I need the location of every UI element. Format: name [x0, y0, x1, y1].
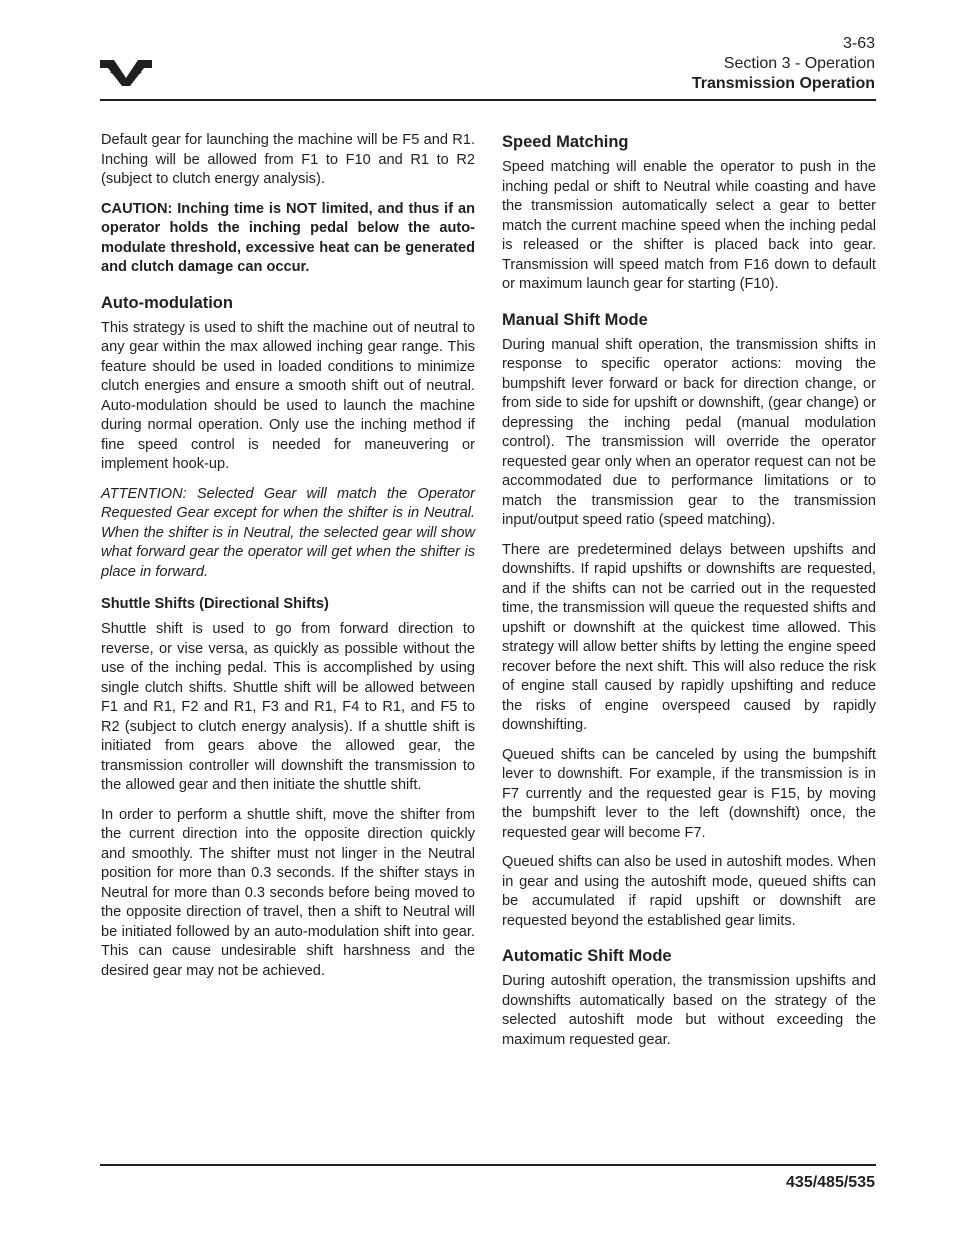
intro-paragraph: Default gear for launching the machine will be F5 and R1. Inching will be allowed from F1 to F10 and R1 to R2 (subject to clutch energy analysis). [101, 132, 475, 187]
speed-matching-body: Speed matching will enable the operator to push in the inching pedal or shift to Neutral while coasting and have the transmission automatically select a gear to better match the current machine speed when the inching pedal is released or the shifter is placed back into gear. Transmission will speed match from F16 down to default or maximum launch gear for starting (F10). [502, 159, 876, 292]
manual-shift-body-1: During manual shift operation, the transmission shifts in response to specific operator actions: moving the bumpshift lever forward or back for direction change, or from side to side for upshift or downshift, (gear change) or depressing the inching pedal (manual modulation control). The transmission will override the operator requested gear only when an operator request can not be accommodated due to performance limitations or to match the transmission gear to the transmission input/output speed ratio (speed matching). [502, 336, 876, 528]
footer-rule [100, 1164, 876, 1166]
manual-shift-body-4: Queued shifts can also be used in autoshift modes. When in gear and using the autoshift mode, queued shifts can be accumulated if rapid upshift or downshift are requested beyond the established gear limits. [502, 854, 876, 929]
page-number: 3-63 [842, 35, 875, 52]
manual-shift-body-3: Queued shifts can be canceled by using the bumpshift lever to downshift. For example, if the transmission is in F7 currently and the requested gear is F15, by moving the bumpshift lever to the left (downshift) once, the requested gear will become F7. [502, 746, 876, 841]
auto-modulation-heading: Auto-modulation [101, 293, 233, 312]
manual-shift-body-2: There are predetermined delays between upshifts and downshifts. If rapid upshifts or downshifts are requested, and if the shifts can not be carried out in the requested time, the transmission will queue the requested shifts and upshift or downshift at the quickest time allowed. This strategy will allow better shifts by letting the engine speed recover before the next shift. This will also reduce the risk of engine stall caused by rapidly upshifting and reduce the risks of engine overspeed caused by rapidly downshifting. [502, 541, 876, 733]
speed-matching-heading: Speed Matching [502, 133, 629, 151]
shuttle-shifts-body-2: In order to perform a shuttle shift, move the shifter from the current direction into the opposite direction quickly and smoothly. The shifter must not linger in the Neutral position for more than 0.3 seconds. If the shifter stays in Neutral for more than 0.3 seconds before being moved to the opposite direction of travel, then a shift to Neutral will be initiated followed by an auto-modulation shift into gear. This can cause undesirable shift harshness and the desired gear may not be achieved. [101, 806, 475, 979]
page-header [692, 34, 875, 94]
shuttle-shifts-heading: Shuttle Shifts (Directional Shifts) [101, 596, 329, 612]
attention-paragraph: ATTENTION: Selected Gear will match the Operator Requested Gear except for when the shifter is in Neutral. When the shifter is in Neutral, the selected gear will show what forward gear the operator will get when the shifter is place in forward. [101, 485, 475, 580]
right-column [502, 131, 876, 1060]
automatic-shift-body: During autoshift operation, the transmission upshifts and downshifts automatically based on the strategy of the selected autoshift mode but without exceeding the maximum requested gear. [502, 973, 876, 1048]
caution-paragraph: CAUTION: Inching time is NOT limited, and thus if an operator holds the inching pedal below the auto-modulate threshold, excessive heat can be generated and clutch damage can occur. [101, 200, 475, 275]
header-rule [100, 99, 876, 101]
model-number: 435/485/535 [786, 1174, 875, 1191]
section-title: Section 3 - Operation [723, 55, 875, 72]
shuttle-shifts-body-1: Shuttle shift is used to go from forward direction to reverse, or vise versa, as quickly as possible without the use of the inching pedal. This is accomplished by using single clutch shifts. Shuttle shift will be allowed between F1 and R1, F2 and R1, F3 and R1, F4 to R1, and F5 to R2 (subject to clutch energy analysis). If a shuttle shift is initiated from gears above the allowed gear, the transmission controller will downshift the transmission to the allowed gear and then initiate the shuttle shift. [101, 621, 475, 793]
automatic-shift-heading: Automatic Shift Mode [502, 947, 672, 965]
topic-title: Transmission Operation [691, 75, 875, 92]
auto-modulation-body: This strategy is used to shift the machine out of neutral to any gear within the max allowed inching gear range. This feature should be used in loaded conditions to minimize clutch energies and ensure a smooth shift out of neutral. Auto-modulation should be used to launch the machine during normal operation. Only use the inching method if fine speed control is needed for maneuvering or implement hook-up. [101, 319, 475, 472]
left-column [101, 131, 475, 991]
company-logo-icon [100, 56, 152, 86]
manual-shift-heading: Manual Shift Mode [502, 310, 648, 329]
